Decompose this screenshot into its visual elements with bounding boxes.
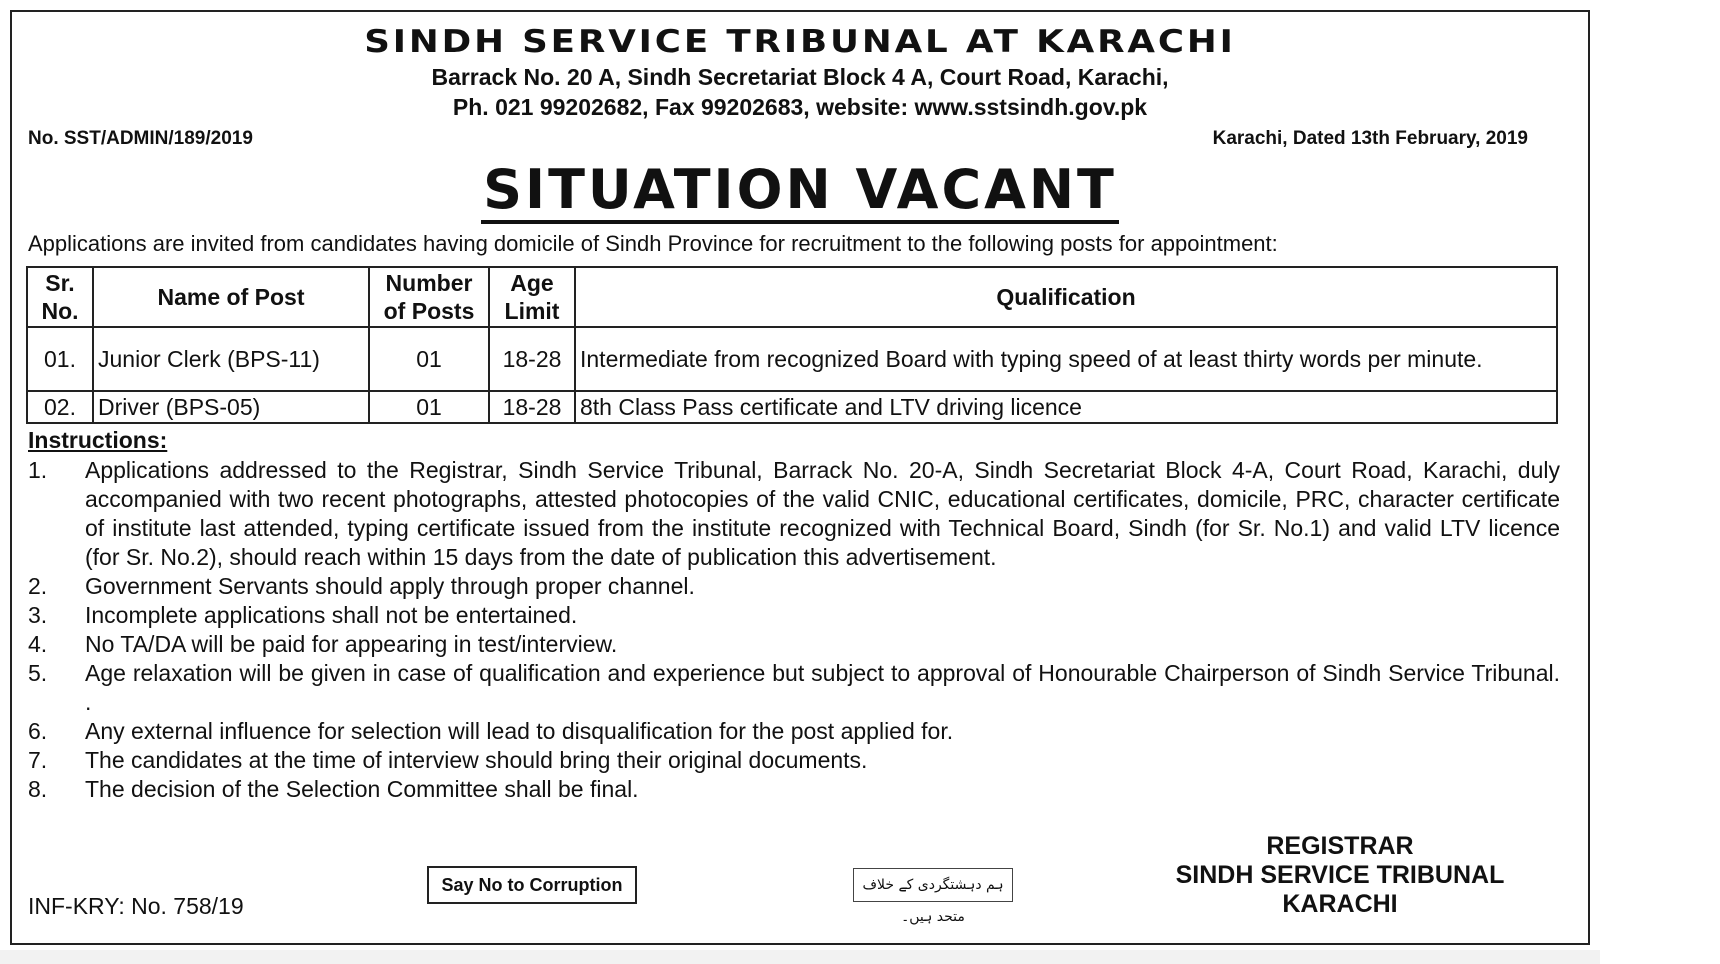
- cell-number-of-posts: 01: [369, 391, 489, 423]
- cell-sr-no: 02.: [27, 391, 93, 423]
- list-item-number: 2.: [28, 573, 48, 599]
- list-item: [28, 775, 1560, 804]
- instructions-list: [28, 456, 1560, 804]
- cell-post-name: Junior Clerk (BPS-11): [93, 327, 369, 391]
- signatory-city: KARACHI: [1282, 890, 1398, 918]
- instructions-heading: Instructions:: [28, 427, 168, 453]
- organization-address: Barrack No. 20 A, Sindh Secretariat Block 4 A, Court Road, Karachi,: [431, 64, 1169, 90]
- header-number-line1: Number: [385, 270, 473, 296]
- organization-title: SINDH SERVICE TRIBUNAL AT KARACHI: [364, 24, 1236, 60]
- page-title-text: SITUATION VACANT: [481, 160, 1119, 224]
- header-sr-no: [27, 267, 93, 327]
- inf-reference-number: INF-KRY: No. 758/19: [28, 893, 244, 919]
- header-number-of-posts: [369, 267, 489, 327]
- list-item-number: 7.: [28, 747, 48, 773]
- list-item-number: 6.: [28, 718, 48, 744]
- page-title: [0, 160, 1600, 224]
- table-row: [27, 391, 1557, 423]
- list-item-number: 1.: [28, 457, 48, 483]
- cell-post-name: Driver (BPS-05): [93, 391, 369, 423]
- list-item: [28, 746, 1560, 775]
- list-item-number: 3.: [28, 602, 48, 628]
- list-item-text: Applications addressed to the Registrar, Sindh Service Tribunal, Barrack No. 20-A, Sindh Secretariat Block 4-A, Court Road, Karachi, duly accompanied with two recent photographs, attested photocopies of the valid CNIC, educational certificates, domicile, PRC, character certificate of institute last attended, typing certificate issued from the institute recognized with Technical Board, Sindh (for Sr. No.1) and valid LTV licence (for Sr. No.2), should reach within 15 days from the date of publication this advertisement.: [85, 457, 1560, 570]
- header-qualification: Qualification: [575, 267, 1557, 327]
- table-header-row: [27, 267, 1557, 327]
- list-item: [28, 572, 1560, 601]
- list-item-text: Government Servants should apply through proper channel.: [85, 573, 695, 599]
- cell-age-limit: 18-28: [489, 391, 575, 423]
- header-post-name: Name of Post: [93, 267, 369, 327]
- signatory-organization: SINDH SERVICE TRIBUNAL: [1175, 861, 1505, 889]
- signatory-block: [1160, 832, 1520, 919]
- list-item-text: Any external influence for selection will lead to disqualification for the post applied for.: [85, 718, 954, 744]
- issue-date: Karachi, Dated 13th February, 2019: [1212, 128, 1528, 149]
- header-age-line2: Limit: [504, 298, 560, 324]
- urdu-slogan-badge: ہم دہشتگردی کے خلاف متحد ہیں۔: [853, 868, 1013, 902]
- cell-number-of-posts: 01: [369, 327, 489, 391]
- cell-age-limit: 18-28: [489, 327, 575, 391]
- cell-qualification: Intermediate from recognized Board with typing speed of at least thirty words per minute.: [575, 327, 1557, 391]
- reference-number: No. SST/ADMIN/189/2019: [28, 128, 253, 149]
- list-item-number: 8.: [28, 776, 48, 802]
- header-number-line2: of Posts: [383, 298, 475, 324]
- list-item: [28, 601, 1560, 630]
- posts-table: [26, 266, 1558, 424]
- list-item-text: Incomplete applications shall not be entertained.: [85, 602, 578, 628]
- intro-text: Applications are invited from candidates having domicile of Sindh Province for recruitment to the following posts for appointment:: [28, 231, 1278, 256]
- list-item: [28, 456, 1560, 572]
- list-item-text: Age relaxation will be given in case of qualification and experience but subject to approval of Honourable Chairperson of Sindh Service Tribunal. .: [85, 660, 1560, 715]
- list-item-text: No TA/DA will be paid for appearing in test/interview.: [85, 631, 618, 657]
- cell-qualification: 8th Class Pass certificate and LTV driving licence: [575, 391, 1557, 423]
- signatory-title: REGISTRAR: [1266, 832, 1414, 860]
- list-item-text: The candidates at the time of interview should bring their original documents.: [85, 747, 868, 773]
- header-age-limit: [489, 267, 575, 327]
- list-item-text: The decision of the Selection Committee shall be final.: [85, 776, 639, 802]
- header-sr-line1: Sr.: [45, 270, 75, 296]
- list-item-number: 5.: [28, 660, 48, 686]
- list-item: [28, 659, 1560, 717]
- say-no-to-corruption-badge: Say No to Corruption: [427, 866, 637, 904]
- list-item: [28, 630, 1560, 659]
- cell-sr-no: 01.: [27, 327, 93, 391]
- page-bottom-strip: [0, 950, 1600, 964]
- header-age-line1: Age: [510, 270, 554, 296]
- list-item-number: 4.: [28, 631, 48, 657]
- header-sr-line2: No.: [41, 298, 79, 324]
- organization-contact: Ph. 021 99202682, Fax 99202683, website: www.sstsindh.gov.pk: [452, 94, 1148, 120]
- table-row: [27, 327, 1557, 391]
- list-item: [28, 717, 1560, 746]
